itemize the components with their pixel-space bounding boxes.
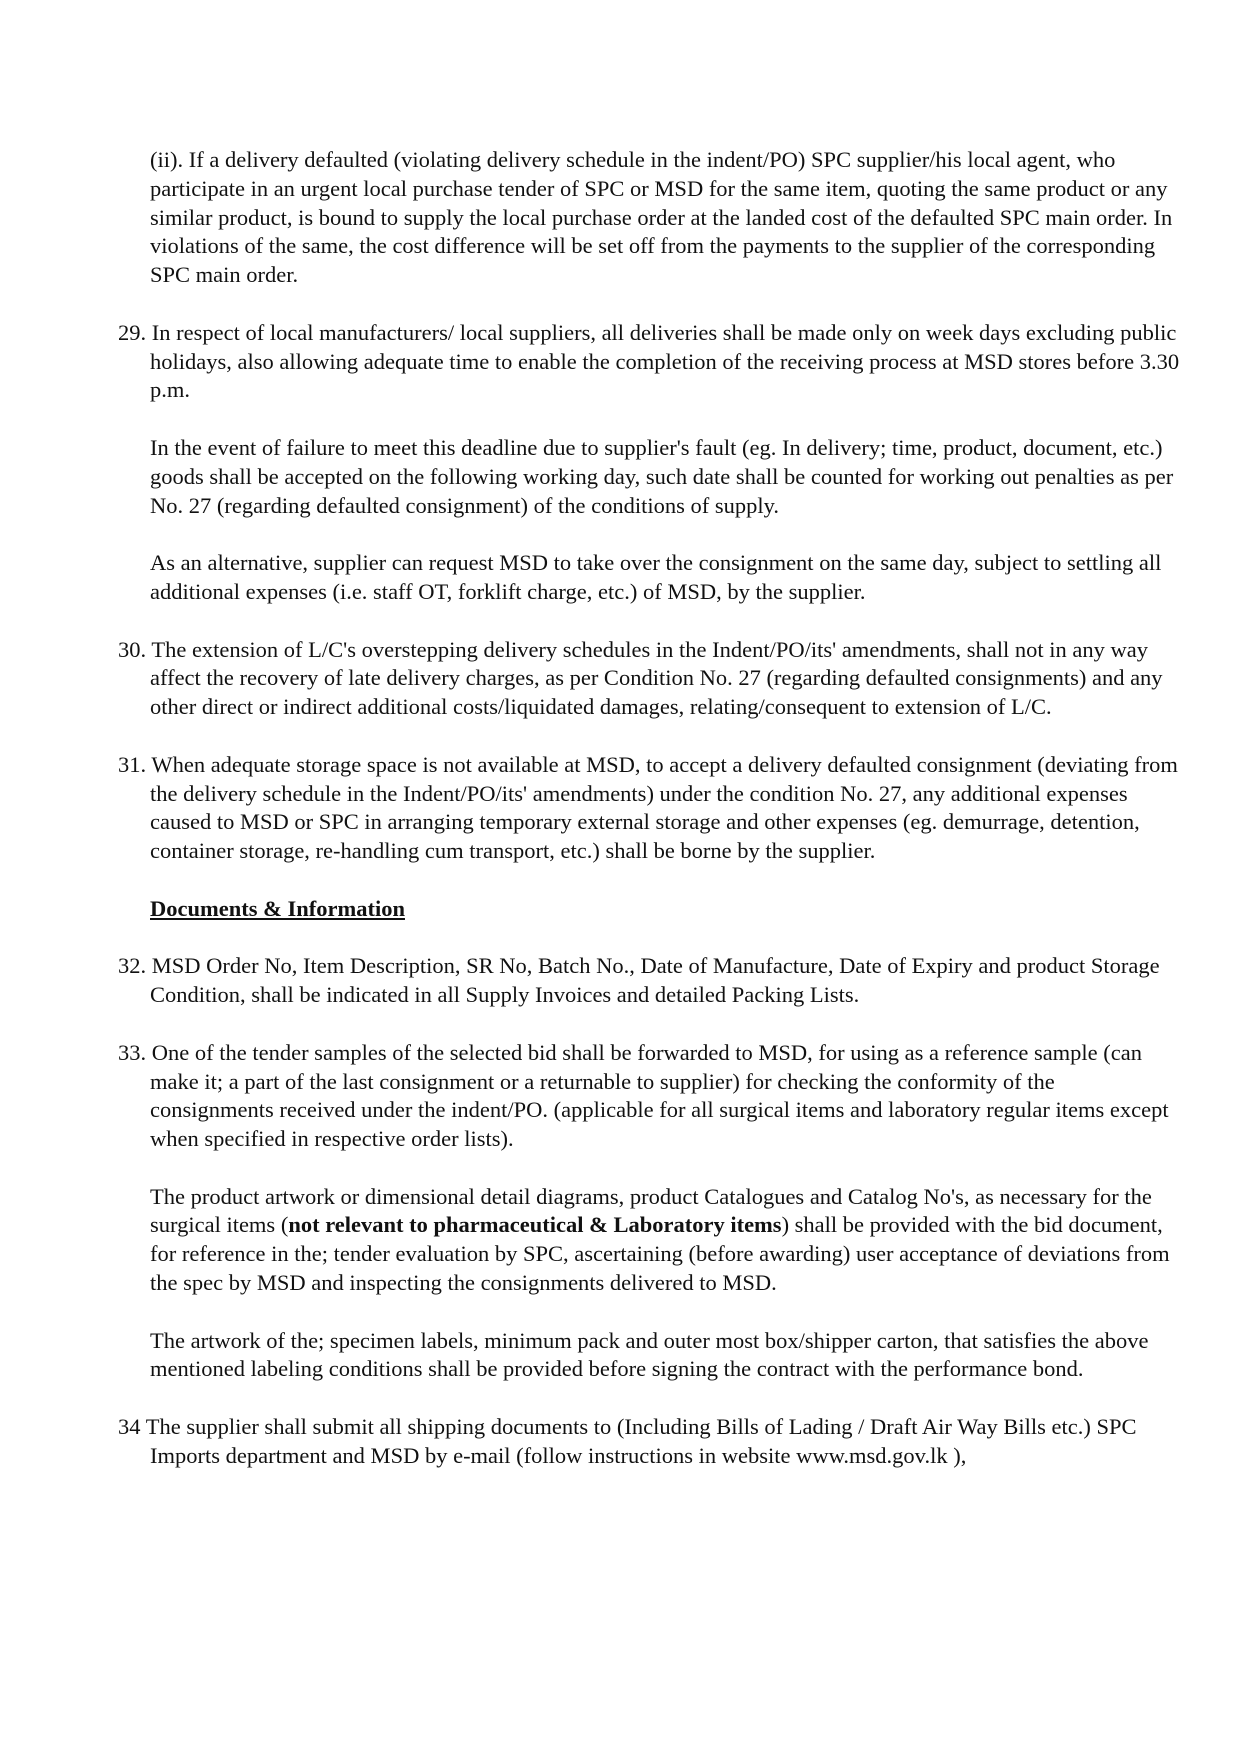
clause-31 — [118, 751, 1183, 866]
clause-text: In respect of local manufacturers/ local suppliers, all deliveries shall be made only on week days excluding public holidays, also allowing adequate time to enable the completion of the receiving process at MSD stores before 3.30 p.m. — [150, 319, 1180, 403]
clause-number: 34 — [118, 1414, 141, 1440]
clause-text: ) shall be provided with the bid document, for reference in the; tender evaluation by SPC, ascertaining (before awarding) user acceptance of deviations from the spec by MSD and inspecting the consignments delivered to MSD. — [150, 1212, 1170, 1296]
clause-33-paragraph-3: The artwork of the; specimen labels, minimum pack and outer most box/shipper carton, that satisfies the above mentioned labeling conditions shall be provided before signing the contract with the performance bond. — [150, 1327, 1149, 1382]
clause-number: 33. — [118, 1039, 147, 1065]
section-heading: Documents & Information — [150, 895, 405, 921]
clause-30 — [118, 636, 1183, 722]
clause-number: 30. — [118, 636, 147, 662]
clause-text: The product artwork or dimensional detail diagrams, product Catalogues and Catalog No's, as necessary for the surgical items ( — [150, 1183, 1152, 1238]
clause-33-paragraph-2 — [118, 1183, 1183, 1298]
clause-number: 29. — [118, 319, 147, 345]
clause-text: When adequate storage space is not available at MSD, to accept a delivery defaulted consignment (deviating from the delivery schedule in the Indent/PO/its' amendments) under the condition No. 27, any additional expenses caused to MSD or SPC in arranging temporary external storage and other expenses (eg. demurrage, detention, container storage, re-handling cum transport, etc.) shall be borne by the supplier. — [150, 751, 1178, 864]
clause-29-paragraph-3: As an alternative, supplier can request MSD to take over the consignment on the same day, subject to settling all additional expenses (i.e. staff OT, forklift charge, etc.) of MSD, by the supplier. — [150, 550, 1162, 604]
clause-34 — [118, 1413, 1183, 1471]
clause-29-paragraph-2: In the event of failure to meet this deadline due to supplier's fault (eg. In delivery; time, product, document, etc.) goods shall be accepted on the following working day, such date shall be counted for working out penalties as per No. 27 (regarding defaulted consignment) of the conditions of supply. — [150, 434, 1174, 518]
clause-number: 31. — [118, 751, 147, 777]
clause-32 — [118, 952, 1183, 1010]
bold-note: not relevant to pharmaceutical & Laboratory items — [288, 1212, 782, 1238]
clause-28-sub-ii: (ii). If a delivery defaulted (violating delivery schedule in the indent/PO) SPC supplier/his local agent, who participate in an urgent local purchase tender of SPC or MSD for the same item, quoting the same product or any similar product, is bound to supply the local purchase order at the landed cost of the defaulted SPC main order. In violations of the same, the cost difference will be set off from the payments to the supplier of the corresponding SPC main order. — [150, 147, 1173, 288]
clause-text: One of the tender samples of the selected bid shall be forwarded to MSD, for using as a reference sample (can make it; a part of the last consignment or a returnable to supplier) for checking the conformity of the consignments received under the indent/PO. (applicable for all surgical items and laboratory regular items except when specified in respective order lists). — [150, 1039, 1169, 1152]
document-body — [118, 146, 1183, 1499]
clause-text: MSD Order No, Item Description, SR No, Batch No., Date of Manufacture, Date of Expiry and product Storage Condition, shall be indicated in all Supply Invoices and detailed Packing Lists. — [150, 953, 1160, 1008]
clause-text: The supplier shall submit all shipping documents to (Including Bills of Lading / Draft Air Way Bills etc.) SPC Imports department and MSD by e-mail (follow instructions in website www.msd.gov.lk ), — [145, 1414, 1137, 1468]
clause-33 — [118, 1039, 1183, 1154]
clause-number: 32. — [118, 953, 147, 979]
clause-29 — [118, 319, 1183, 405]
clause-text: The extension of L/C's overstepping delivery schedules in the Indent/PO/its' amendments, shall not in any way affect the recovery of late delivery charges, as per Condition No. 27 (regarding defaulted consignments) and any other direct or indirect additional costs/liquidated damages, relating/consequent to extension of L/C. — [150, 636, 1163, 720]
